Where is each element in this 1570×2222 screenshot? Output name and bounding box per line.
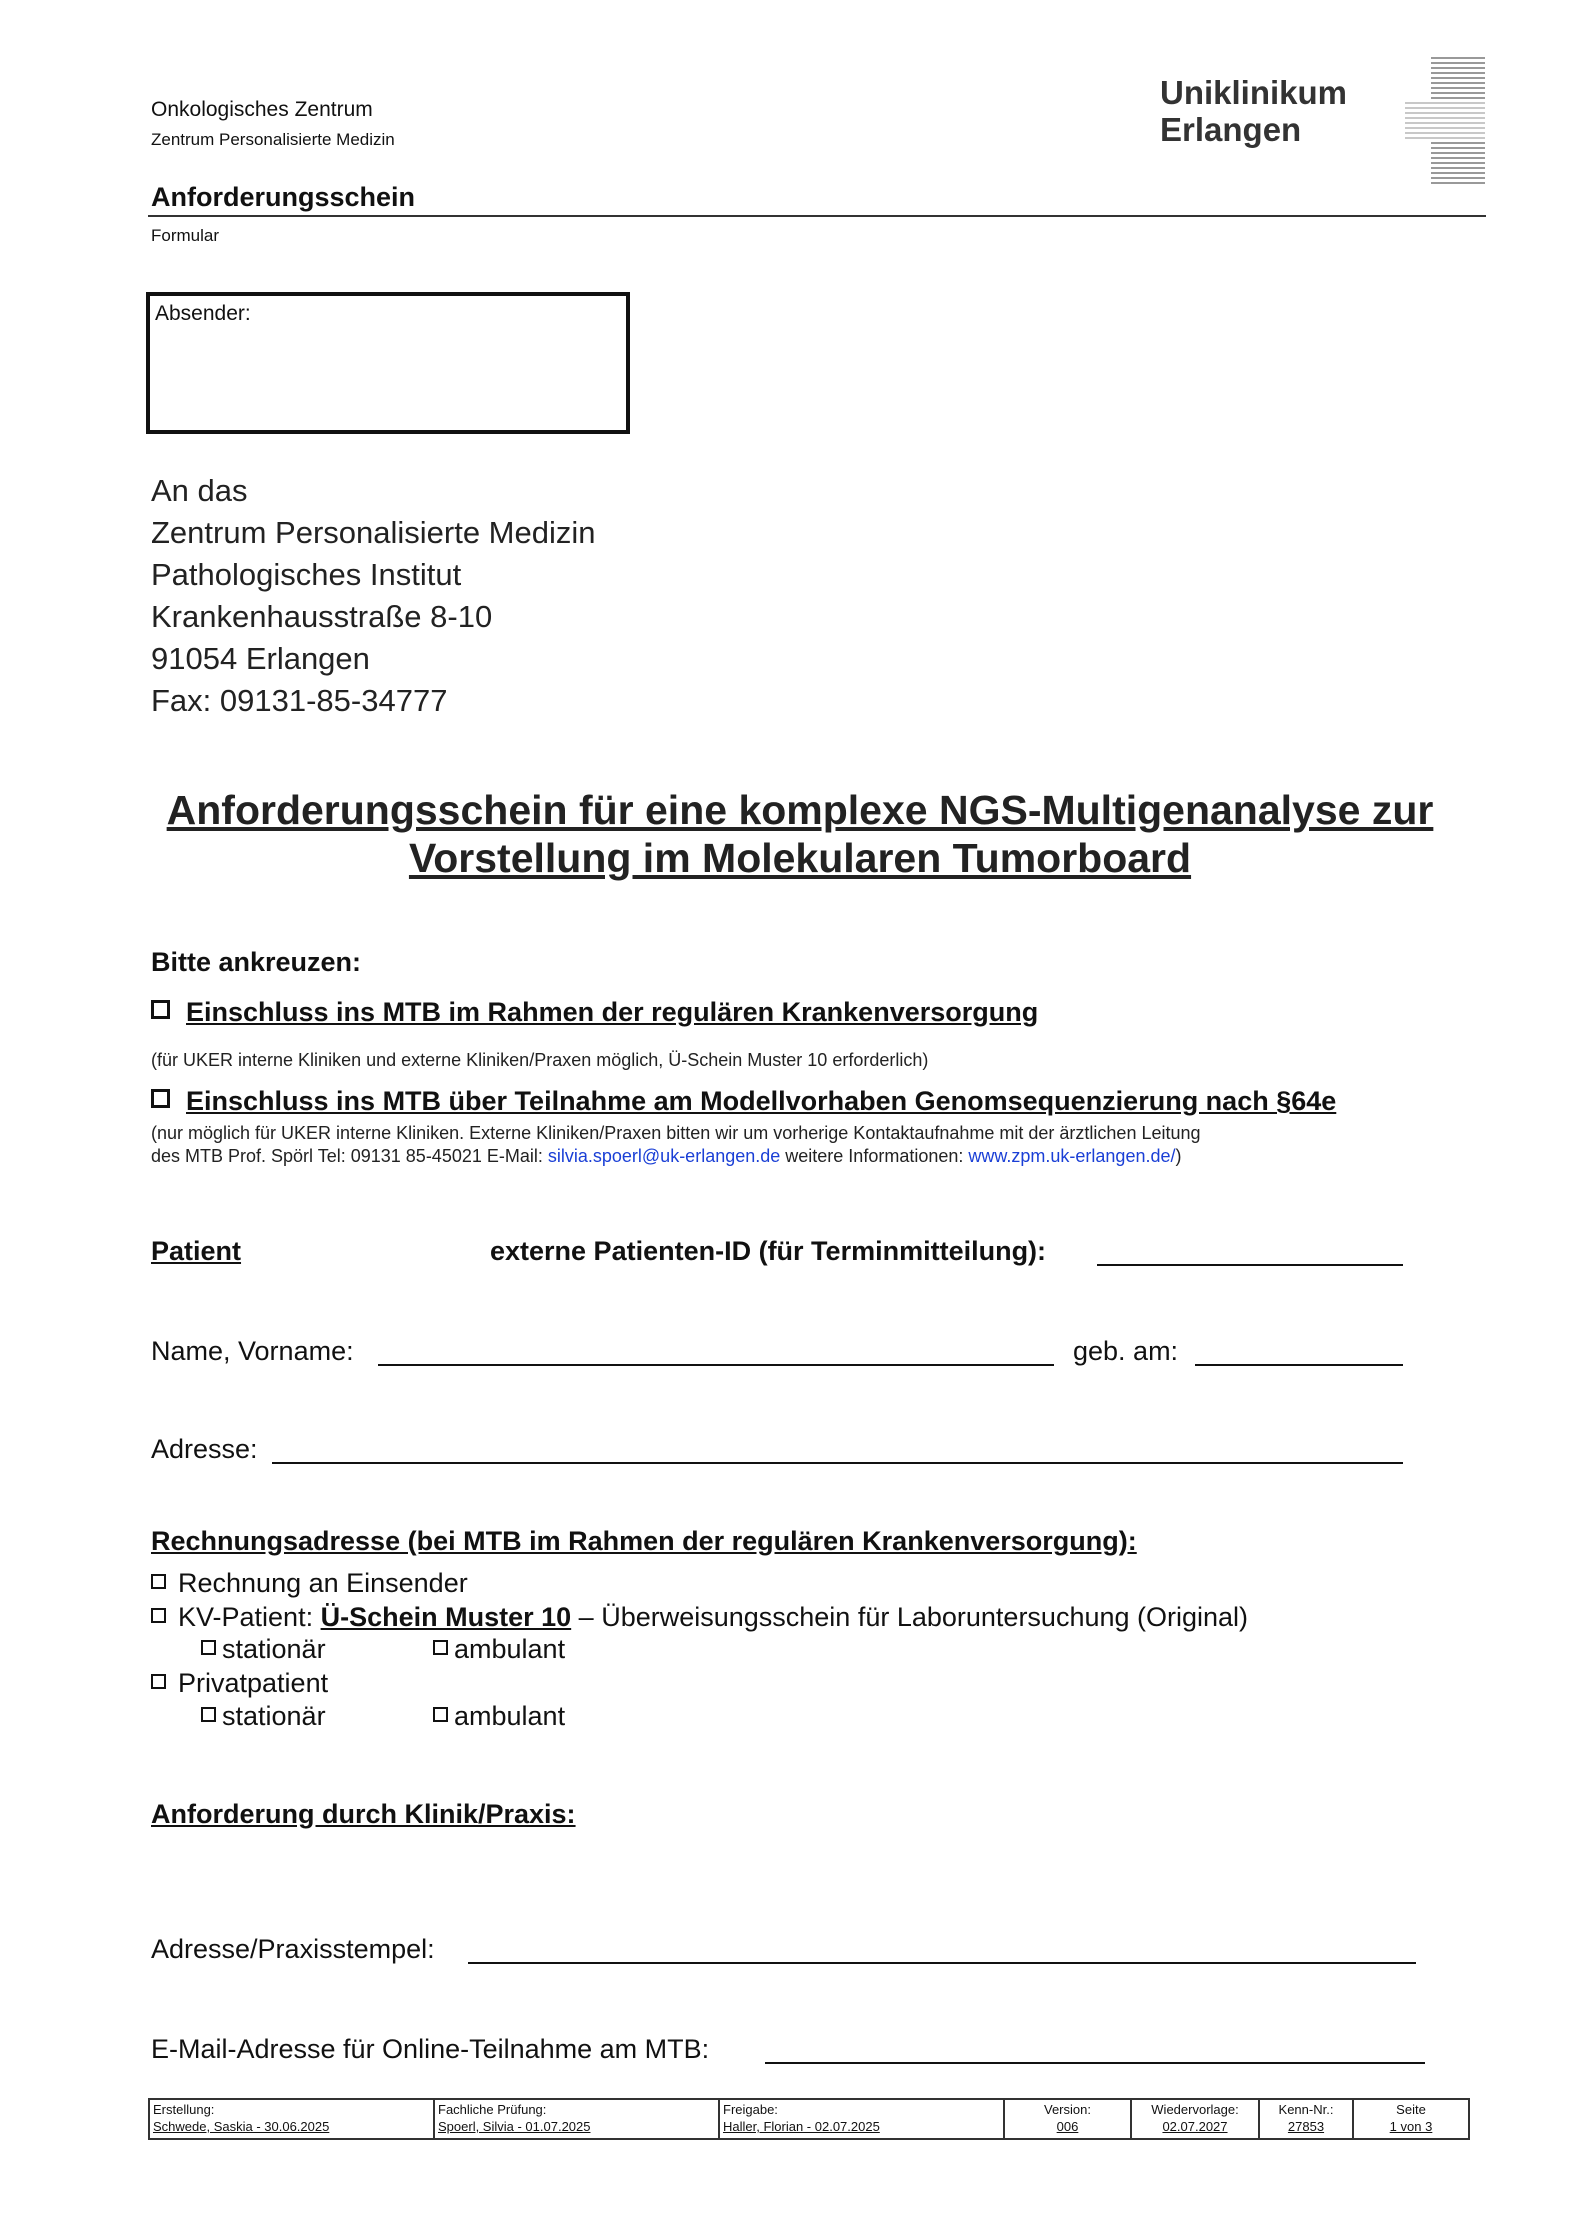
option-regular-care-note: (für UKER interne Kliniken und externe Kliniken/Praxen möglich, Ü-Schein Muster 10 erforderlich): [151, 1050, 929, 1070]
option-genome-note-2: [151, 1146, 1182, 1167]
footer-value: 006: [1056, 2119, 1079, 2134]
footer-release: [720, 2100, 1005, 2138]
footer-review: [435, 2100, 720, 2138]
document-title: Anforderungsschein: [151, 182, 416, 212]
checkbox-kv-ambulant[interactable]: [433, 1640, 448, 1655]
external-id-field[interactable]: [1097, 1264, 1403, 1266]
private-stationaer-label: stationär: [222, 1701, 326, 1731]
kv-stationaer[interactable]: [201, 1634, 326, 1665]
option-genome-sequencing-label: Einschluss ins MTB über Teilnahme am Modellvorhaben Genomsequenzierung nach §64e: [186, 1086, 1337, 1116]
footer-value: Spoerl, Silvia - 01.07.2025: [438, 2119, 591, 2134]
footer-label: Kenn-Nr.:: [1278, 2102, 1334, 2117]
document-footer: [148, 2098, 1470, 2140]
note-contact-text: des MTB Prof. Spörl Tel: 09131 85-45021 E-Mail:: [151, 1146, 548, 1166]
footer-value: 1 von 3: [1389, 2119, 1433, 2134]
option-regular-care-label: Einschluss ins MTB im Rahmen der regulären Krankenversorgung: [186, 997, 1039, 1027]
checkbox-private-ambulant[interactable]: [433, 1707, 448, 1722]
requester-address-label: Adresse/Praxisstempel:: [151, 1934, 435, 1964]
private-ambulant-label: ambulant: [454, 1701, 566, 1731]
kv-form-name: Ü-Schein Muster 10: [320, 1602, 572, 1632]
footer-label: Freigabe:: [723, 2102, 778, 2117]
checkbox-kv-stationaer[interactable]: [201, 1640, 216, 1655]
footer-label: Erstellung:: [153, 2102, 215, 2117]
checkbox-billing-private[interactable]: [151, 1674, 166, 1689]
name-field[interactable]: [378, 1364, 1054, 1366]
billing-option-kv[interactable]: [151, 1602, 1248, 1633]
checkbox-billing-sender[interactable]: [151, 1574, 166, 1589]
option-regular-care[interactable]: [151, 997, 1038, 1028]
logo: [1160, 74, 1380, 148]
kv-suffix: – Überweisungsschein für Laboruntersuchung (Original): [571, 1602, 1249, 1632]
footer-value: Haller, Florian - 02.07.2025: [723, 2119, 880, 2134]
option-genome-note-1: (nur möglich für UKER interne Kliniken. Externe Kliniken/Praxen bitten wir um vorherige Kontaktaufnahme mit der ärztlichen Leitung: [151, 1123, 1201, 1143]
name-label: Name, Vorname:: [151, 1336, 354, 1366]
form-title-line-1: Anforderungsschein für eine komplexe NGS-Multigenanalyse zur: [166, 787, 1434, 833]
checkbox-billing-kv[interactable]: [151, 1608, 166, 1623]
patient-address-field[interactable]: [272, 1462, 1403, 1464]
recipient-line: Krankenhausstraße 8-10: [151, 599, 493, 634]
logo-line-2: Erlangen: [1160, 111, 1302, 148]
options-heading: Bitte ankreuzen:: [151, 947, 362, 977]
checkbox-regular-care[interactable]: [151, 1000, 170, 1019]
footer-label: Seite: [1396, 2102, 1426, 2117]
footer-label: Version:: [1044, 2102, 1091, 2117]
sender-label: Absender:: [155, 302, 251, 325]
header-divider: [148, 215, 1486, 217]
recipient-address: [151, 470, 596, 722]
note-info-text: weitere Informationen:: [780, 1146, 969, 1166]
option-genome-sequencing[interactable]: [151, 1086, 1336, 1117]
checkbox-genome-sequencing[interactable]: [151, 1089, 170, 1108]
private-ambulant[interactable]: [433, 1701, 565, 1732]
footer-created: [150, 2100, 435, 2138]
org-name: Onkologisches Zentrum: [151, 98, 373, 121]
kv-stationaer-label: stationär: [222, 1634, 326, 1664]
note-end: ): [1175, 1146, 1182, 1166]
info-url-link[interactable]: www.zpm.uk-erlangen.de/: [968, 1146, 1176, 1166]
patient-heading: Patient: [151, 1236, 242, 1266]
patient-address-label: Adresse:: [151, 1434, 258, 1464]
billing-heading: Rechnungsadresse (bei MTB im Rahmen der regulären Krankenversorgung):: [151, 1526, 1137, 1556]
requester-heading: Anforderung durch Klinik/Praxis:: [151, 1799, 576, 1829]
document-subtitle: Formular: [151, 226, 220, 245]
recipient-line: An das: [151, 473, 248, 508]
recipient-line: Pathologisches Institut: [151, 557, 462, 592]
private-stationaer[interactable]: [201, 1701, 326, 1732]
footer-page: [1354, 2100, 1468, 2138]
billing-option-private-label: Privatpatient: [178, 1668, 329, 1698]
footer-resubmission: [1132, 2100, 1260, 2138]
checkbox-private-stationaer[interactable]: [201, 1707, 216, 1722]
billing-option-private[interactable]: [151, 1668, 328, 1699]
logo-line-1: Uniklinikum: [1160, 74, 1348, 111]
kv-ambulant-label: ambulant: [454, 1634, 566, 1664]
kv-ambulant[interactable]: [433, 1634, 565, 1665]
logo-cross-icon: [1405, 56, 1485, 184]
billing-option-sender[interactable]: [151, 1568, 468, 1599]
dob-field[interactable]: [1195, 1364, 1403, 1366]
footer-value: 02.07.2027: [1162, 2119, 1228, 2134]
mtb-email-label: E-Mail-Adresse für Online-Teilnahme am MTB:: [151, 2034, 710, 2064]
external-id-label: externe Patienten-ID (für Terminmitteilung):: [490, 1236, 1047, 1266]
footer-value: 27853: [1287, 2119, 1325, 2134]
requester-address-field[interactable]: [468, 1962, 1416, 1964]
footer-id: [1260, 2100, 1354, 2138]
contact-email-link[interactable]: silvia.spoerl@uk-erlangen.de: [547, 1146, 781, 1166]
dob-label: geb. am:: [1073, 1336, 1179, 1366]
sender-box[interactable]: [146, 292, 630, 434]
mtb-email-field[interactable]: [765, 2062, 1425, 2064]
footer-label: Fachliche Prüfung:: [438, 2102, 547, 2117]
footer-label: Wiedervorlage:: [1151, 2102, 1239, 2117]
recipient-line: Fax: 09131-85-34777: [151, 683, 448, 718]
kv-prefix: KV-Patient:: [178, 1602, 321, 1632]
billing-option-sender-label: Rechnung an Einsender: [178, 1568, 468, 1598]
footer-version: [1005, 2100, 1132, 2138]
org-subname: Zentrum Personalisierte Medizin: [151, 130, 395, 149]
recipient-line: 91054 Erlangen: [151, 641, 370, 676]
recipient-line: Zentrum Personalisierte Medizin: [151, 515, 596, 550]
form-title: [130, 786, 1470, 882]
form-title-line-2: Vorstellung im Molekularen Tumorboard: [408, 835, 1192, 881]
footer-value: Schwede, Saskia - 30.06.2025: [153, 2119, 330, 2134]
